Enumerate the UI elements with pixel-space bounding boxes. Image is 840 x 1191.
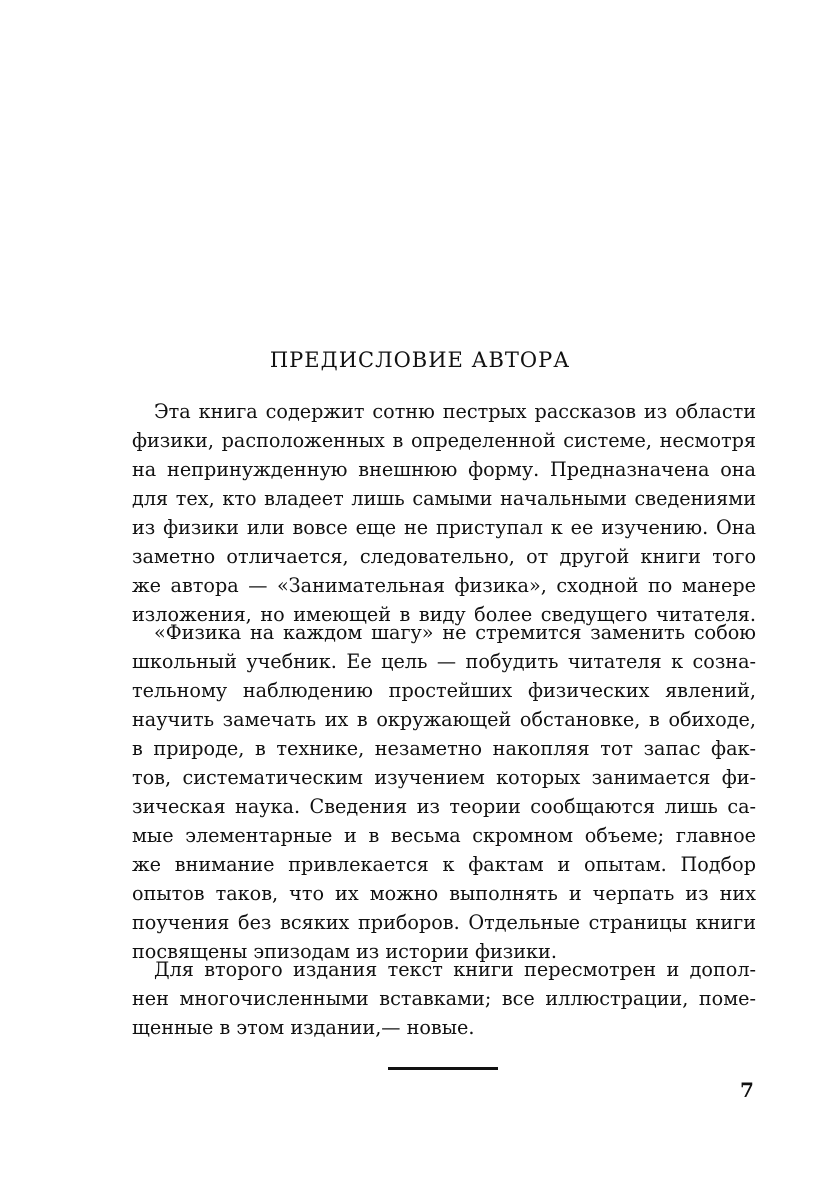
page-title: ПРЕДИСЛОВИЕ АВТОРА <box>269 348 571 372</box>
text-line: зическая наука. Сведения из теории сообщаются лишь са- <box>132 795 756 818</box>
text-line: в природе, в технике, незаметно накопляя тот запас фак- <box>132 737 756 760</box>
text-line: посвящены эпизодам из истории физики. <box>132 940 557 963</box>
text-line: для тех, кто владеет лишь самыми начальными сведениями <box>132 487 756 510</box>
text-line: щенные в этом издании,— новые. <box>132 1016 475 1039</box>
text-line: тов, систематическим изучением которых занимается фи- <box>132 766 756 789</box>
paragraph-3 <box>132 955 756 1042</box>
text-line: физики, расположенных в определенной системе, несмотря <box>132 429 756 452</box>
section-divider <box>388 1067 498 1070</box>
text-line: научить замечать их в окружающей обстановке, в обиходе, <box>132 708 756 731</box>
text-line: школьный учебник. Ее цель — побудить читателя к созна- <box>132 650 756 673</box>
text-line: Эта книга содержит сотню пестрых рассказов из области <box>154 400 756 423</box>
text-line: же внимание привлекается к фактам и опытам. Подбор <box>132 853 756 876</box>
text-line: мые элементарные и в весьма скромном объеме; главное <box>132 824 756 847</box>
text-line: изложения, но имеющей в виду более сведущего читателя. <box>132 603 756 626</box>
text-line: поучения без всяких приборов. Отдельные страницы книги <box>132 911 756 934</box>
text-line: же автора — «Занимательная физика», сходной по манере <box>132 574 756 597</box>
text-line: из физики или вовсе еще не приступал к ее изучению. Она <box>132 516 756 539</box>
page-number: 7 <box>740 1078 754 1102</box>
text-line: нен многочисленными вставками; все иллюстрации, поме- <box>132 987 756 1010</box>
text-line: Для второго издания текст книги пересмотрен и допол- <box>154 958 756 981</box>
text-line: опытов таков, что их можно выполнять и черпать из них <box>132 882 756 905</box>
text-line: тельному наблюдению простейших физических явлений, <box>132 679 756 702</box>
text-line: «Физика на каждом шагу» не стремится заменить собою <box>154 621 756 644</box>
paragraph-1 <box>132 397 756 629</box>
text-line: заметно отличается, следовательно, от другой книги того <box>132 545 756 568</box>
paragraph-2 <box>132 618 756 966</box>
text-line: на непринужденную внешнюю форму. Предназначена она <box>132 458 756 481</box>
